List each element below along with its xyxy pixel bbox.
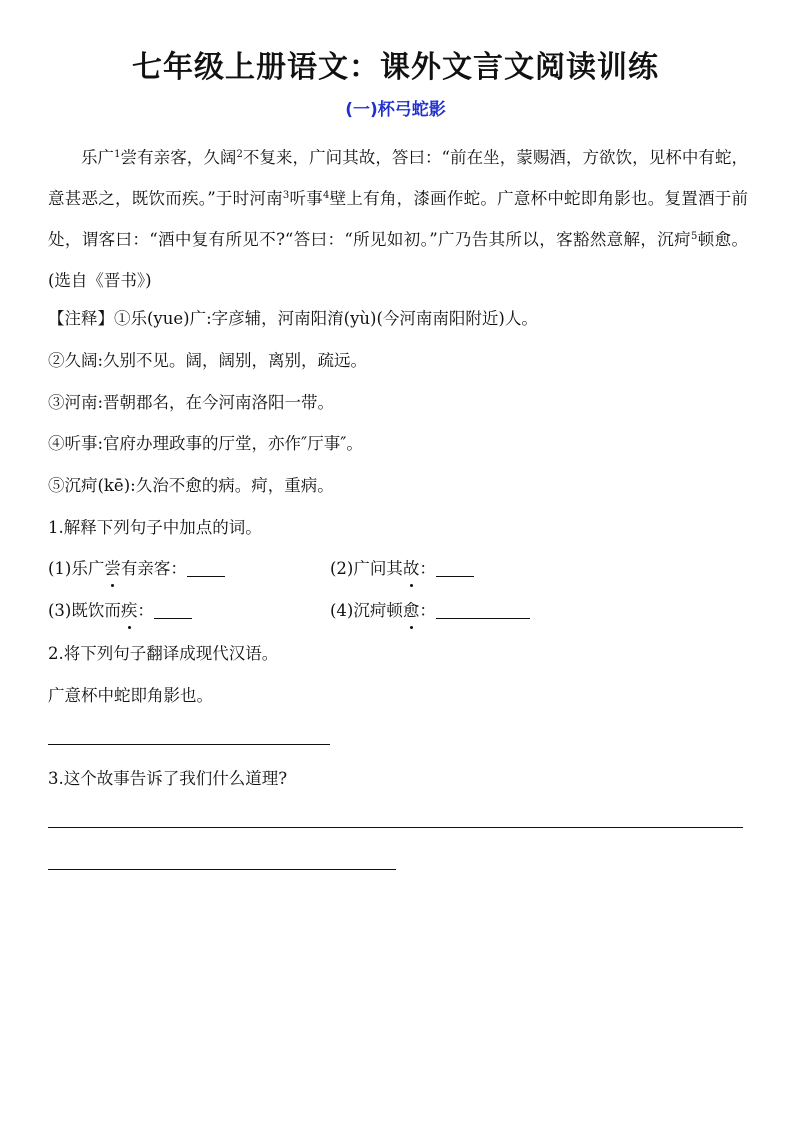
footnote-marker-3: 3: [282, 190, 290, 201]
passage-text-5: 壁上有角，漆画作蛇。广意杯中蛇即角影也。复置酒于前处，谓客曰：“酒中复有所见不?“答曰：“所见如初。”广乃告其所以，客豁然意解，沉疴: [48, 189, 749, 249]
answer-blank-3[interactable]: [154, 602, 192, 619]
item-3-text-after: ：: [137, 601, 154, 620]
question-1-item-1: [48, 557, 225, 581]
item-2-text-after: ：: [419, 559, 436, 578]
passage-text-6: 顿愈。(选自《晋书》): [48, 230, 749, 290]
note-2: ②久阔:久别不见。阔，阔别，离别，疏远。: [48, 351, 368, 370]
note-5: ⑤沉疴(kē):久治不愈的病。疴，重病。: [48, 476, 334, 495]
section-subtitle: (一)杯弓蛇影: [345, 100, 446, 120]
passage-text-1: 乐广: [81, 148, 115, 167]
classical-passage: [48, 137, 748, 301]
answer-blank-4[interactable]: [436, 602, 530, 619]
item-2-dotted-word: 故: [403, 557, 420, 581]
item-1-text-before: (1)乐广: [48, 559, 105, 578]
answer-blank-2[interactable]: [436, 560, 474, 577]
item-4-text-before: (4)沉疴顿: [330, 601, 403, 620]
question-3-prompt: 3.这个故事告诉了我们什么道理?: [48, 769, 288, 788]
footnote-marker-5: 5: [691, 231, 698, 242]
question-1-item-4: [330, 599, 530, 623]
item-1-dotted-word: 尝: [104, 557, 121, 581]
item-4-dotted-word: 愈: [403, 599, 420, 623]
footnote-marker-4: 4: [323, 190, 330, 201]
question-2-prompt: 2.将下列句子翻译成现代汉语。: [48, 644, 279, 663]
note-3: ③河南:晋朝郡名，在今河南洛阳一带。: [48, 393, 335, 412]
passage-text-3: 不复来，广问其故，答曰：“前在坐，蒙赐酒，方欲饮，见杯中有蛇，意甚恶之，既饮而疾。”于时河南: [48, 148, 749, 208]
note-1: 【注释】①乐(yue)广:字彦辅，河南阳淯(yù)(今河南南阳附近)人。: [48, 309, 538, 328]
footnote-marker-2: 2: [236, 149, 243, 160]
answer-line-q3-2[interactable]: [48, 869, 396, 870]
footnote-marker-1: 1: [114, 149, 121, 160]
question-1-item-2: [330, 557, 474, 581]
answer-blank-1[interactable]: [187, 560, 225, 577]
question-1-item-3: [48, 599, 192, 623]
question-2-sentence: 广意杯中蛇即角影也。: [48, 686, 213, 705]
item-3-text-before: (3)既饮而: [48, 601, 121, 620]
item-2-text-before: (2)广问其: [330, 559, 403, 578]
note-4: ④听事:官府办理政事的厅堂，亦作″厅事″。: [48, 434, 363, 453]
question-1-prompt: 1.解释下列句子中加点的词。: [48, 518, 262, 537]
item-3-dotted-word: 疾: [121, 599, 138, 623]
answer-line-q3-1[interactable]: [48, 827, 743, 828]
answer-line-q2[interactable]: [48, 744, 330, 745]
item-4-text-after: ：: [419, 601, 436, 620]
page-title: 七年级上册语文：课外文言文阅读训练: [132, 50, 659, 85]
item-1-text-after: 有亲客：: [120, 559, 187, 578]
passage-text-4: 听事: [289, 189, 323, 208]
passage-text-2: 尝有亲客，久阔: [120, 148, 237, 167]
